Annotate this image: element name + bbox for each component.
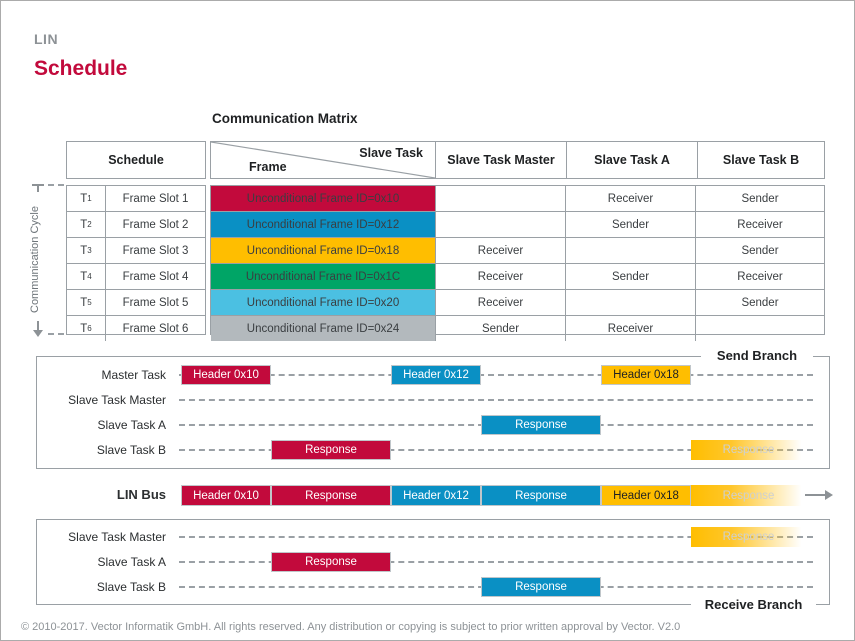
frame-header-label: Frame (249, 160, 287, 174)
matrix-header-row (210, 141, 825, 179)
copyright-footer: © 2010-2017. Vector Informatik GmbH. All rights reserved. Any distribution or copying is subject to prior written approval by Vector. V2.0 (21, 621, 681, 633)
bus-response-fade-block: Response (691, 485, 806, 506)
slot-cell: Frame Slot 1 (105, 186, 205, 211)
bus-response-block: Response (481, 485, 601, 506)
slave-a-role-cell (565, 290, 695, 315)
slave-b-role-cell: Sender (695, 186, 824, 211)
t-cell: T 1 (80, 192, 92, 205)
bus-header-0x10-block: Header 0x10 (181, 485, 271, 506)
frame-cell: Unconditional Frame ID=0x20 (211, 290, 435, 315)
bus-header-0x12-block: Header 0x12 (391, 485, 481, 506)
cycle-start-tick-icon (37, 186, 39, 192)
row-label-slave-task-b: Slave Task B (96, 443, 166, 457)
slot-cell: Frame Slot 5 (105, 290, 205, 315)
frame-slavetask-diagonal-cell (211, 142, 435, 178)
bus-arrow-icon (825, 490, 833, 500)
table-row (67, 237, 205, 263)
master-role-cell: Receiver (435, 264, 565, 289)
slave-b-role-cell: Receiver (695, 212, 824, 237)
cycle-end-arrow-icon (33, 330, 43, 337)
frame-cell: Unconditional Frame ID=0x10 (211, 186, 435, 211)
slot-cell: Frame Slot 6 (105, 316, 205, 341)
slave-task-header-label: Slave Task (359, 146, 423, 160)
slave-task-a-header: Slave Task A (566, 142, 697, 178)
send-response-a-block: Response (481, 415, 601, 435)
timeline-dash (179, 374, 813, 376)
table-row (67, 211, 205, 237)
frame-cell: Unconditional Frame ID=0x18 (211, 238, 435, 263)
slave-a-role-cell: Sender (565, 264, 695, 289)
cycle-end-arrow-icon (37, 321, 39, 330)
slave-task-b-header: Slave Task B (697, 142, 824, 178)
receive-response-b-block: Response (481, 577, 601, 597)
bus-response-block: Response (271, 485, 391, 506)
row-label-slave-task-b: Slave Task B (96, 580, 166, 594)
receive-response-a-block: Response (271, 552, 391, 572)
receive-response-master-fade-block: Response (691, 527, 806, 547)
table-row (211, 289, 824, 315)
table-row (211, 315, 824, 341)
table-row (67, 289, 205, 315)
master-role-cell: Receiver (435, 290, 565, 315)
slot-cell: Frame Slot 2 (105, 212, 205, 237)
t-cell: T 2 (80, 218, 92, 231)
master-role-cell (435, 186, 565, 211)
communication-cycle-label: Communication Cycle (29, 206, 41, 314)
frame-cell: Unconditional Frame ID=0x12 (211, 212, 435, 237)
row-label-slave-task-a: Slave Task A (97, 418, 166, 432)
brand-label: LIN (34, 31, 59, 47)
communication-matrix-title: Communication Matrix (212, 111, 358, 126)
row-label-slave-task-a: Slave Task A (97, 555, 166, 569)
slave-b-role-cell: Receiver (695, 264, 824, 289)
table-row (211, 211, 824, 237)
send-header-0x12-block: Header 0x12 (391, 365, 481, 385)
slave-b-role-cell (695, 316, 824, 341)
table-row (211, 263, 824, 289)
row-label-slave-task-master: Slave Task Master (68, 393, 166, 407)
frame-cell: Unconditional Frame ID=0x24 (211, 316, 435, 341)
send-response-b-fade-block: Response (691, 440, 806, 460)
schedule-header-label: Schedule (108, 153, 164, 167)
slave-b-role-cell: Sender (695, 290, 824, 315)
matrix-body (210, 185, 825, 335)
row-label-slave-task-master: Slave Task Master (68, 530, 166, 544)
cycle-top-dash (48, 184, 64, 186)
frame-cell: Unconditional Frame ID=0x1C (211, 264, 435, 289)
schedule-header-cell (66, 141, 206, 179)
slave-a-role-cell: Receiver (565, 186, 695, 211)
receive-branch-label: Receive Branch (691, 596, 816, 614)
master-role-cell: Receiver (435, 238, 565, 263)
table-row (67, 315, 205, 341)
slave-task-master-header: Slave Task Master (435, 142, 566, 178)
slave-a-role-cell: Receiver (565, 316, 695, 341)
send-branch-label: Send Branch (701, 347, 813, 365)
table-row (67, 263, 205, 289)
send-response-b-block: Response (271, 440, 391, 460)
row-label-master-task: Master Task (101, 368, 166, 382)
table-row (211, 186, 824, 211)
send-header-0x18-block: Header 0x18 (601, 365, 691, 385)
slave-a-role-cell (565, 238, 695, 263)
bus-arrow-icon (805, 494, 827, 496)
slave-b-role-cell: Sender (695, 238, 824, 263)
send-header-0x10-block: Header 0x10 (181, 365, 271, 385)
lin-bus-label: LIN Bus (116, 487, 166, 502)
slot-cell: Frame Slot 4 (105, 264, 205, 289)
master-role-cell (435, 212, 565, 237)
bus-header-0x18-block: Header 0x18 (601, 485, 691, 506)
t-cell: T 5 (80, 296, 92, 309)
timeline-dash (179, 399, 813, 401)
table-row (211, 237, 824, 263)
slot-cell: Frame Slot 3 (105, 238, 205, 263)
slave-a-role-cell: Sender (565, 212, 695, 237)
cycle-bottom-dash (48, 333, 64, 335)
master-role-cell: Sender (435, 316, 565, 341)
t-cell: T 6 (80, 322, 92, 335)
page-title: Schedule (34, 57, 128, 80)
table-row (67, 186, 205, 211)
t-cell: T 4 (80, 270, 92, 283)
schedule-body (66, 185, 206, 335)
t-cell: T 3 (80, 244, 92, 257)
